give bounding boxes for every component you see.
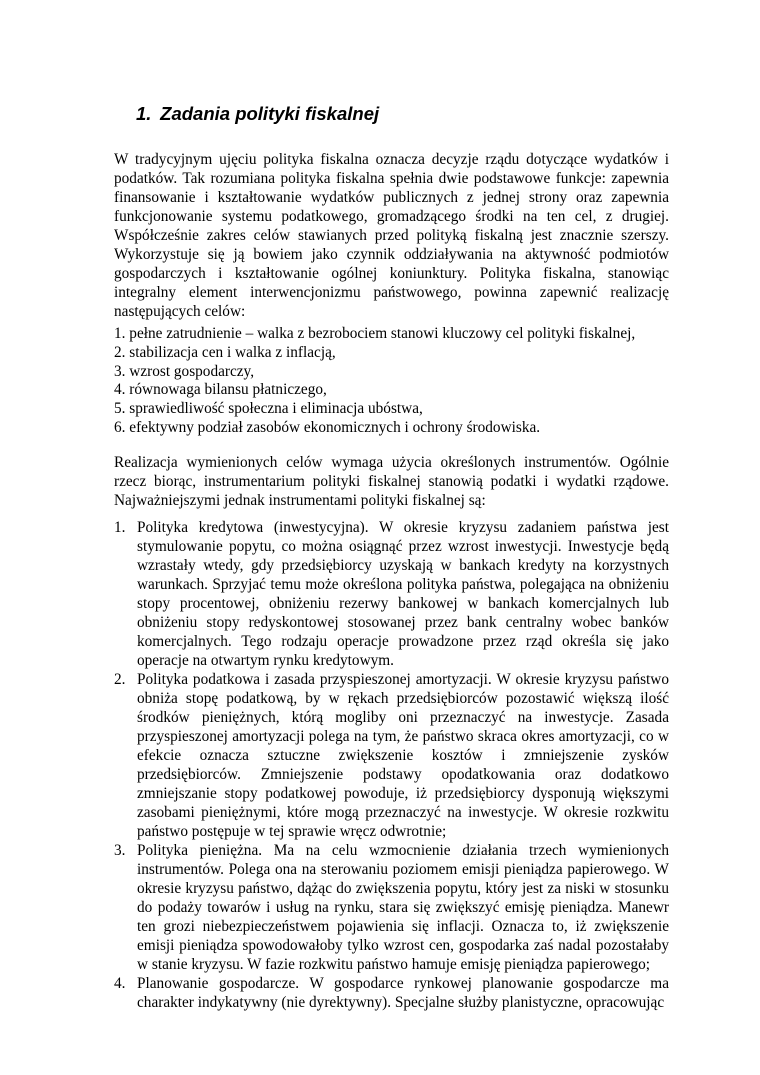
instrument-number: 1.: [114, 519, 126, 536]
goals-list: [114, 325, 674, 438]
instruments-intro-paragraph: Realizacja wymienionych celów wymaga użycia określonych instrumentów. Ogólnie rzecz biorąc, instrumentarium polityki fiskalnej stanowią podatki i wydatki rządowe. Najważniejszymi jednak instrumentami polityki fiskalnej są:: [114, 454, 669, 509]
goal-item: 6. efektywny podział zasobów ekonomicznych i ochrony środowiska.: [114, 418, 541, 436]
instrument-item: [114, 670, 669, 841]
instrument-number: 3.: [114, 842, 126, 859]
goal-item: 5. sprawiedliwość społeczna i eliminacja ubóstwa,: [114, 400, 423, 418]
section-number: 1.: [136, 103, 152, 124]
instrument-text: Planowanie gospodarcze. W gospodarce rynkowej planowanie gospodarcze ma charakter indykatywny (nie dyrektywny). Specjalne służby planistyczne, opracowując: [137, 975, 669, 1011]
instrument-item: [114, 518, 669, 670]
instrument-text: Polityka kredytowa (inwestycyjna). W okresie kryzysu zadaniem państwa jest stymulowanie popytu, co można osiągnąć przez wzrost inwestycji. Inwestycje będą wzrastały wtedy, gdy przedsiębiorcy uzyskają w bankach kredyty na korzystnych warunkach. Sprzyjać temu może określona polityka państwa, polegająca na obniżeniu stopy procentowej, obniżeniu rezerwy bankowej w bankach komercjalnych lub obniżeniu stopy redyskontowej stosowanej przez bank centralny wobec banków komercjalnych. Tego rodzaju operacje prowadzone przez rząd określa się jako operacje na otwartym rynku kredytowym.: [137, 519, 669, 669]
instrument-text: Polityka podatkowa i zasada przyspieszonej amortyzacji. W okresie kryzysu państwo obniża stopę podatkową, by w rękach przedsiębiorców pozostawić większą ilość środków pieniężnych, którą mogliby oni przeznaczyć na inwestycje. Zasada przyspieszonej amortyzacji polega na tym, że państwo skraca okres amortyzacji, co w efekcie oznacza sztuczne zwiększenie kosztów i zmniejszenie zysków przedsiębiorców. Zmniejszenie podstawy opodatkowania oraz dodatkowo zmniejszanie stopy podatkowej powoduje, iż przedsiębiorcy dysponują większymi zasobami pieniężnymi, które mogą przeznaczyć na inwestycje. W okresie rozkwitu państwo postępuje w tej sprawie wręcz odwrotnie;: [137, 671, 669, 840]
intro-paragraph: W tradycyjnym ujęciu polityka fiskalna oznacza decyzje rządu dotyczące wydatków i podatków. Tak rozumiana polityka fiskalna spełnia dwie podstawowe funkcje: zapewnia finansowanie i kształtowanie wydatków publicznych z jednej strony oraz zapewnia funkcjonowanie systemu podatkowego, gromadzącego środki na ten cel, z drugiej. Współcześnie zakres celów stawianych przed polityką fiskalną jest znacznie szerszy. Wykorzystuje się ją bowiem jako czynnik oddziaływania na aktywność podmiotów gospodarczych i kształtowanie ogólnej koniunktury. Polityka fiskalna, stanowiąc integralny element interwencjonizmu państwowego, powinna zapewnić realizację następujących celów:: [114, 151, 669, 320]
instrument-number: 4.: [114, 975, 126, 992]
goal-item: 2. stabilizacja cen i walka z inflacją,: [114, 343, 336, 361]
goal-item: 3. wzrost gospodarczy,: [114, 362, 255, 380]
goal-item: 4. równowaga bilansu płatniczego,: [114, 381, 327, 399]
goal-item: 1. pełne zatrudnienie – walka z bezrobociem stanowi kluczowy cel polityki fiskalnej,: [114, 325, 636, 342]
instrument-item: [114, 841, 669, 974]
instruments-list: [114, 518, 669, 1012]
instrument-number: 2.: [114, 671, 126, 688]
section-heading: [136, 103, 379, 125]
instrument-item: [114, 974, 669, 1012]
instrument-text: Polityka pieniężna. Ma na celu wzmocnienie działania trzech wymienionych instrumentów. Polega ona na sterowaniu poziomem emisji pieniądza papierowego. W okresie kryzysu państwo, dążąc do zwiększenia popytu, który jest za niski w stosunku do podaży towarów i usług na rynku, stara się zwiększyć emisję pieniądza. Manewr ten grozi niebezpieczeństwem pojawienia się inflacji. Oznacza to, iż zwiększenie emisji pieniądza spowodowałoby tylko wzrost cen, gospodarka zaś nadal pozostałaby w stanie kryzysu. W fazie rozkwitu państwo hamuje emisję pieniądza papierowego;: [137, 842, 669, 973]
section-title: Zadania polityki fiskalnej: [160, 103, 380, 124]
